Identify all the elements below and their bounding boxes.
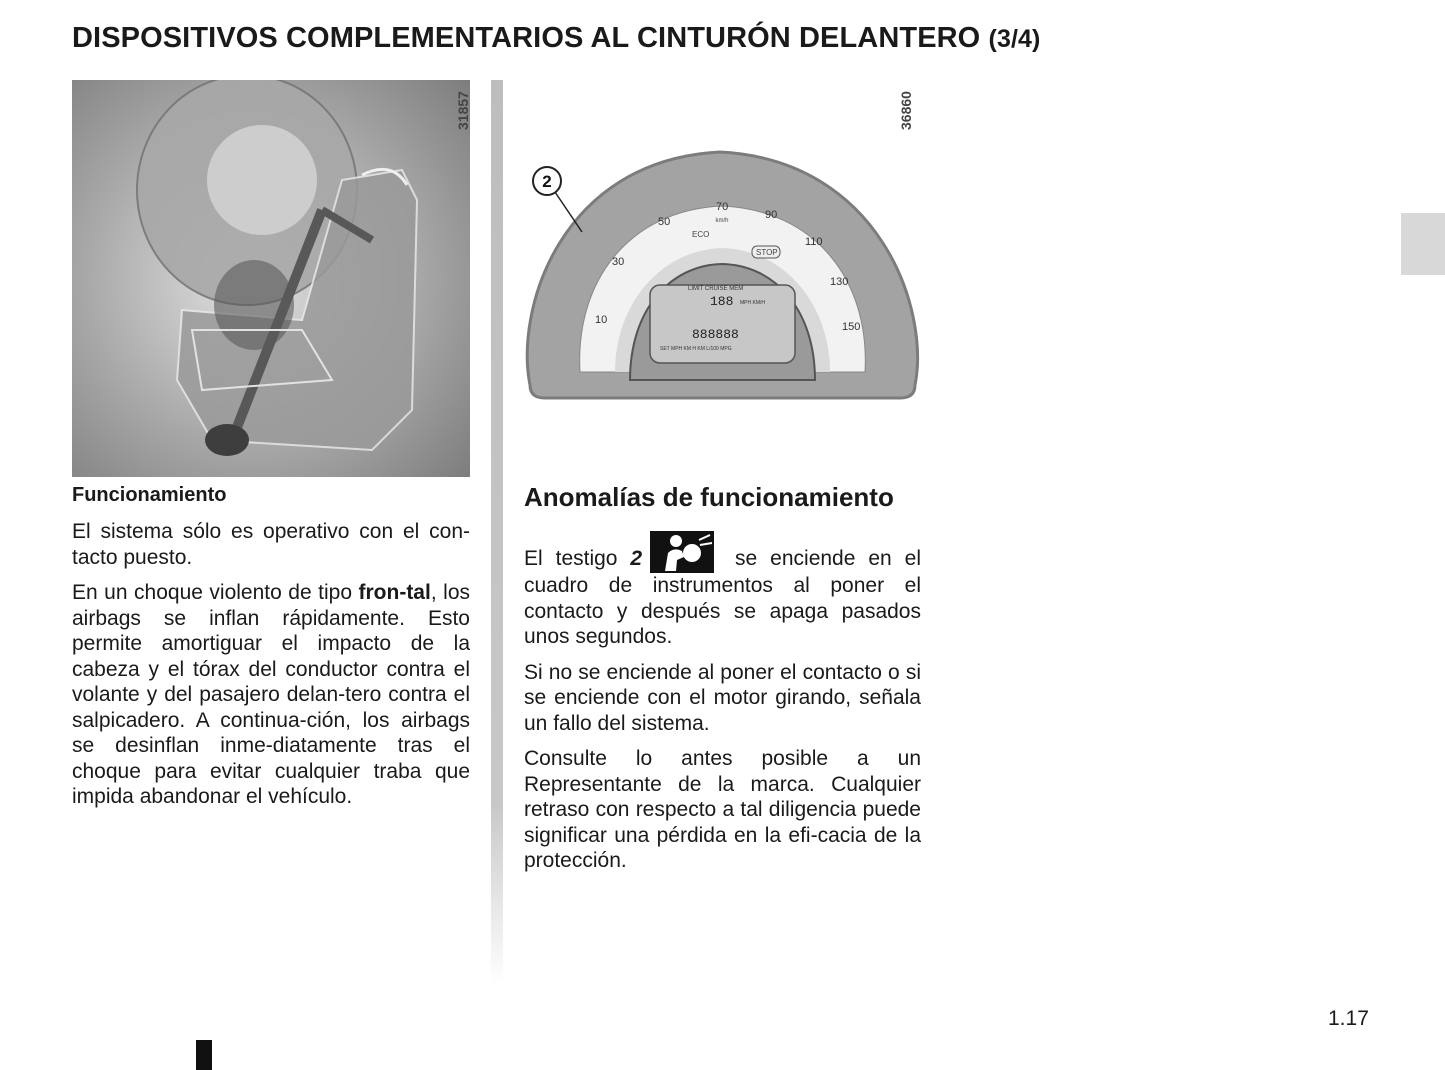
stop-indicator: STOP <box>756 248 778 257</box>
scale-tick-label: 70 <box>716 201 729 213</box>
section-heading: Anomalías de funcionamiento <box>524 482 894 512</box>
figure-reference-right: 36860 <box>898 91 914 130</box>
paragraph <box>524 531 921 650</box>
airbag-seat-drawing <box>72 80 470 477</box>
text-run: El testigo <box>524 547 631 570</box>
right-column <box>524 482 921 884</box>
callout-2: 2 <box>542 172 552 191</box>
paragraph <box>72 580 470 810</box>
eco-indicator: ECO <box>692 230 710 239</box>
scale-tick-label: 30 <box>612 256 625 268</box>
page-number: 1.17 <box>1328 1007 1369 1030</box>
display-speed: 188 <box>710 294 734 309</box>
display-header: LIMIT CRUISE MEM <box>688 286 744 292</box>
text-run: se enciende en el cuadro de instrumentos al poner el contacto y después se apaga pasados unos segundos. <box>524 547 921 648</box>
scale-tick-label: 10 <box>595 314 608 326</box>
chapter-tab <box>1401 213 1445 275</box>
reference-number: 2 <box>630 547 643 570</box>
display-units: MPH KM/H <box>740 300 765 306</box>
bold-text: fron-tal <box>358 581 431 604</box>
display-odometer: 888888 <box>692 327 739 342</box>
title-page-indicator: (3/4) <box>988 25 1041 53</box>
printer-mark <box>196 1040 212 1070</box>
text-run: , los airbags se inflan rápidamente. Esto permite amortiguar el impacto de la cabeza y el tórax del conductor contra el volante y del pasajero delan-tero contra el salpicadero. A continua-ción, los airbags se desinflan inme-diatamente tras el choque para evitar cualquier traba que impida abandonar el vehículo. <box>72 581 471 808</box>
scale-tick-label: 90 <box>765 209 778 221</box>
column-divider <box>491 80 503 985</box>
title-main: DISPOSITIVOS COMPLEMENTARIOS AL CINTURÓN DELANTERO <box>72 22 981 54</box>
scale-tick-label: 110 <box>805 236 823 248</box>
speed-unit: km/h <box>715 218 729 224</box>
section-subheading: Funcionamiento <box>72 484 227 506</box>
scale-tick-label: 150 <box>842 321 861 333</box>
paragraph: Consulte lo antes posible a un Representante de la marca. Cualquier retraso con respecto a tal diligencia puede significar una pérdida en la efi-cacia de la protección. <box>524 747 921 872</box>
paragraph: El sistema sólo es operativo con el con-tacto puesto. <box>72 520 470 569</box>
scale-tick-label: 130 <box>830 276 849 288</box>
instrument-cluster-illustration <box>520 80 930 420</box>
display-footer: SET MPH KM H KM L/100 MPG <box>660 346 732 352</box>
instrument-cluster-drawing <box>520 80 930 420</box>
figure-reference-left: 31857 <box>455 91 471 130</box>
paragraph: Si no se enciende al poner el contacto o si se enciende con el motor girando, señala un fallo del sistema. <box>524 660 921 735</box>
scale-tick-label: 50 <box>658 216 671 228</box>
airbag-illustration <box>72 80 470 477</box>
text-run: En un choque violento de tipo <box>72 581 359 604</box>
airbag-warning-icon <box>650 531 714 573</box>
page-title <box>72 22 1040 55</box>
left-column <box>72 484 470 820</box>
